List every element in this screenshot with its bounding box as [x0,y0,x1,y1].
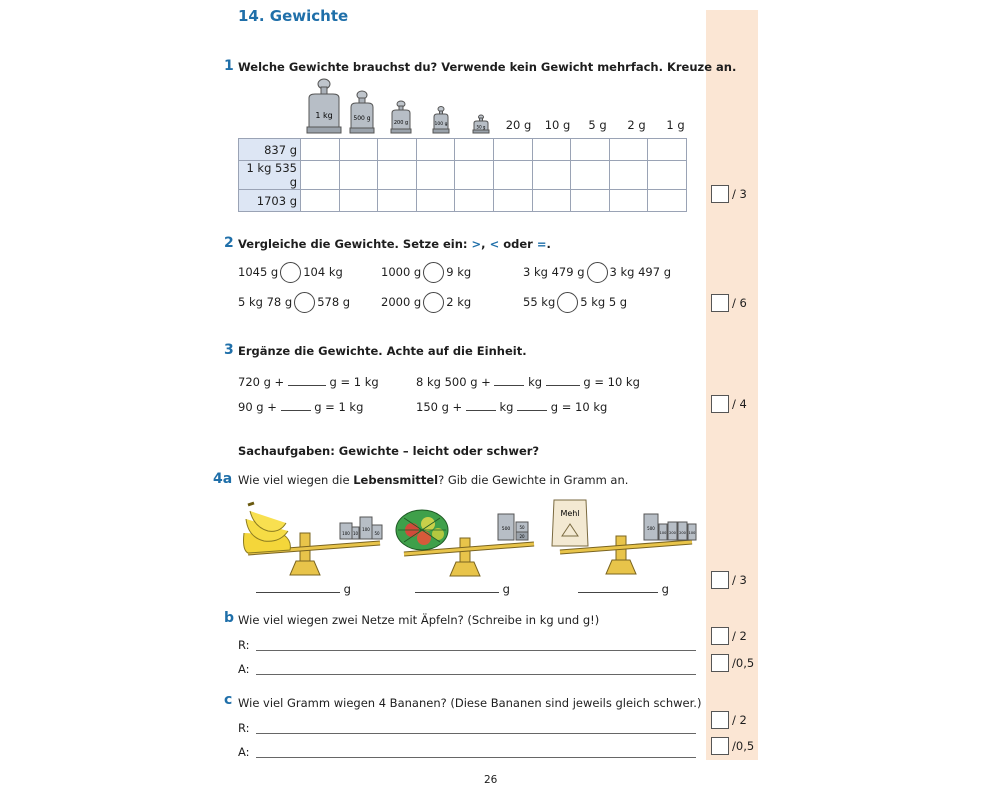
r-label: R: [238,638,250,652]
answer-blank[interactable] [288,373,326,386]
task-3-number: 3 [224,342,234,358]
compare-right: 9 kg [446,265,472,279]
answer-blank[interactable] [256,580,340,593]
equation-text: g = 10 kg [550,400,608,414]
compare-circle[interactable] [423,262,444,283]
answer-blank[interactable] [281,398,311,411]
score-task-4c-a [711,737,754,755]
score-label: / 4 [732,397,747,411]
score-box[interactable] [711,627,729,645]
answer-blank[interactable] [494,373,524,386]
weight-label-2g: 2 g [627,118,646,132]
checkbox-cell[interactable] [378,139,417,161]
a-label: A: [238,662,250,676]
compare-left: 55 kg [523,295,556,309]
fill-equation [416,373,640,389]
compare-right: 578 g [317,295,351,309]
checkbox-cell[interactable] [455,161,494,190]
equation-text: 720 g + [238,375,285,389]
weight-icon-label: 100 g [434,122,448,127]
score-label: /0,5 [732,656,755,670]
score-task-4c-r [711,711,747,729]
instruction-text: Wie viel wiegen die [238,473,354,487]
compare-right: 104 kg [303,265,343,279]
oder-text: oder [499,237,537,251]
answer-blank[interactable] [546,373,580,386]
weights-table [238,138,687,212]
row-label: 837 g [239,139,301,161]
compare-left: 3 kg 479 g [523,265,585,279]
answer-blank[interactable] [517,398,547,411]
equation-text: kg [499,400,514,414]
scale-weight-label: 200 [669,531,676,535]
score-box[interactable] [711,185,729,203]
compare-circle[interactable] [423,292,444,313]
checkbox-cell[interactable] [378,190,417,212]
checkbox-cell[interactable] [416,139,455,161]
checkbox-cell[interactable] [532,139,571,161]
checkbox-cell[interactable] [339,161,378,190]
weight-1kg-icon [305,78,343,134]
compare-circle[interactable] [280,262,301,283]
scale-weight-label: 100 [659,531,667,535]
checkbox-cell[interactable] [493,139,532,161]
compare-left: 1000 g [381,265,422,279]
scale-weight-label: 20 [519,534,525,539]
scale-weight-label: 10 [352,531,359,536]
symbol-greater: > [471,237,482,251]
task-4b-number: b [224,610,235,626]
unit-label: g [661,582,669,596]
fill-equation [238,373,379,389]
answer-line-r[interactable] [256,649,696,651]
checkbox-cell[interactable] [416,190,455,212]
score-box[interactable] [711,654,729,672]
weight-50g-icon [471,114,491,134]
scale-weight-label: 100 [688,531,696,535]
compare-item [238,262,343,283]
scale-weight-label: 500 [647,526,655,531]
checkbox-cell[interactable] [648,190,687,212]
checkbox-cell[interactable] [416,161,455,190]
checkbox-cell[interactable] [609,161,648,190]
score-task-4b-r [711,627,747,645]
score-sidebar [706,10,758,760]
compare-item [238,292,350,313]
score-box[interactable] [711,395,729,413]
compare-right: 2 kg [446,295,472,309]
checkbox-cell[interactable] [648,139,687,161]
checkbox-cell[interactable] [609,139,648,161]
checkbox-cell[interactable] [493,161,532,190]
scale-weight-label: 50 [519,525,525,530]
scale-weight-label: 50 [374,531,380,536]
weight-icon-label: 1 kg [315,111,333,120]
page-number: 26 [484,774,498,786]
answer-blank[interactable] [415,580,499,593]
fill-equation [416,398,607,414]
weight-icon-label: 500 g [353,115,371,122]
equation-text: 8 kg 500 g + [416,375,491,389]
score-task-2 [711,294,747,312]
score-label: / 3 [732,187,747,201]
scale-weight-label: 100 [362,527,370,532]
task-1-number: 1 [224,58,234,74]
task-1-instruction: Welche Gewichte brauchst du? Verwende kein Gewicht mehrfach. Kreuze an. [238,60,737,74]
score-label: / 6 [732,296,747,310]
compare-left: 1045 g [238,265,279,279]
score-label: / 2 [732,713,747,727]
weight-label-5g: 5 g [588,118,607,132]
score-box[interactable] [711,737,729,755]
scale-weight-label: 500 [501,527,511,532]
compare-right: 5 kg 5 g [580,295,628,309]
score-label: / 2 [732,629,747,643]
page-title: 14. Gewichte [238,7,349,25]
instruction-text: ? Gib die Gewichte in Gramm an. [438,473,629,487]
instruction-bold: Lebensmittel [353,473,439,487]
compare-item [381,292,471,313]
equation-text: 150 g + [416,400,463,414]
compare-item [381,262,471,283]
checkbox-cell[interactable] [455,139,494,161]
a-label: A: [238,745,250,759]
table-row [239,139,687,161]
equation-text: kg [528,375,543,389]
checkbox-cell[interactable] [571,139,610,161]
weight-icon-label: 200 g [393,120,409,126]
equation-text: g = 1 kg [329,375,379,389]
r-label: R: [238,721,250,735]
weight-500g-icon [348,90,376,134]
section-heading: Sachaufgaben: Gewichte – leicht oder schwer? [238,444,540,458]
scale-bananas-illustration [240,495,390,581]
checkbox-cell[interactable] [339,139,378,161]
score-box[interactable] [711,571,729,589]
answer-field-flour [578,580,669,596]
score-label: /0,5 [732,739,755,753]
scale-weight-label: 100 [342,531,350,536]
compare-circle[interactable] [557,292,578,313]
checkbox-cell[interactable] [648,161,687,190]
checkbox-cell[interactable] [532,190,571,212]
unit-label: g [502,582,510,596]
equation-text: 90 g + [238,400,277,414]
compare-item [523,262,671,283]
checkbox-cell[interactable] [378,161,417,190]
weight-label-10g: 10 g [544,118,571,132]
checkbox-cell[interactable] [339,190,378,212]
score-box[interactable] [711,294,729,312]
score-task-4a [711,571,747,589]
task-4c-question: Wie viel Gramm wiegen 4 Bananen? (Diese Bananen sind jeweils gleich schwer.) [238,696,702,710]
answer-field-apples [415,580,510,596]
task-2-instruction [238,237,551,251]
scale-weight-label: 200 [679,531,686,535]
fill-equation [238,398,363,414]
task-4c-number: c [224,692,233,708]
instruction-text: Vergleiche die Gewichte. Setze ein: [238,237,472,251]
compare-item [523,292,627,313]
checkbox-cell[interactable] [532,161,571,190]
period: . [546,237,551,251]
weight-200g-icon [389,100,413,134]
checkbox-cell[interactable] [455,190,494,212]
checkbox-cell[interactable] [301,161,340,190]
score-task-3 [711,395,747,413]
symbol-equal: = [536,237,547,251]
equation-text: g = 10 kg [583,375,640,389]
answer-blank[interactable] [466,398,496,411]
row-label: 1 kg 535 g [239,161,301,190]
checkbox-cell[interactable] [301,190,340,212]
task-2-number: 2 [224,235,234,251]
row-label: 1703 g [239,190,301,212]
task-3-instruction: Ergänze die Gewichte. Achte auf die Einheit. [238,344,527,358]
score-label: / 3 [732,573,747,587]
compare-circle[interactable] [294,292,315,313]
equation-text: g = 1 kg [314,400,364,414]
scale-flour-illustration [550,494,700,580]
answer-field-bananas [256,580,351,596]
weight-label-20g: 20 g [505,118,532,132]
checkbox-cell[interactable] [571,161,610,190]
answer-line-a[interactable] [256,756,696,758]
comma: , [481,237,486,251]
answer-line-a[interactable] [256,673,696,675]
weight-100g-icon [431,106,451,134]
compare-left: 5 kg 78 g [238,295,293,309]
task-4a-number: 4a [213,471,233,487]
unit-label: g [343,582,351,596]
compare-circle[interactable] [587,262,608,283]
compare-right: 3 kg 497 g [609,265,671,279]
task-4a-instruction [238,473,628,487]
task-4b-question: Wie viel wiegen zwei Netze mit Äpfeln? (Schreibe in kg und g!) [238,613,600,627]
checkbox-cell[interactable] [301,139,340,161]
flour-bag-label: Mehl [560,509,580,518]
answer-blank[interactable] [578,580,658,593]
table-row [239,161,687,190]
weight-label-1g: 1 g [666,118,685,132]
score-task-1 [711,185,747,203]
score-task-4b-a [711,654,754,672]
weight-icon-label: 50 g [476,124,486,130]
checkbox-cell[interactable] [609,190,648,212]
compare-left: 2000 g [381,295,422,309]
symbol-less: < [489,237,500,251]
checkbox-cell[interactable] [493,190,532,212]
checkbox-cell[interactable] [571,190,610,212]
scale-apples-illustration [394,500,544,582]
answer-line-r[interactable] [256,732,696,734]
table-row [239,190,687,212]
score-box[interactable] [711,711,729,729]
